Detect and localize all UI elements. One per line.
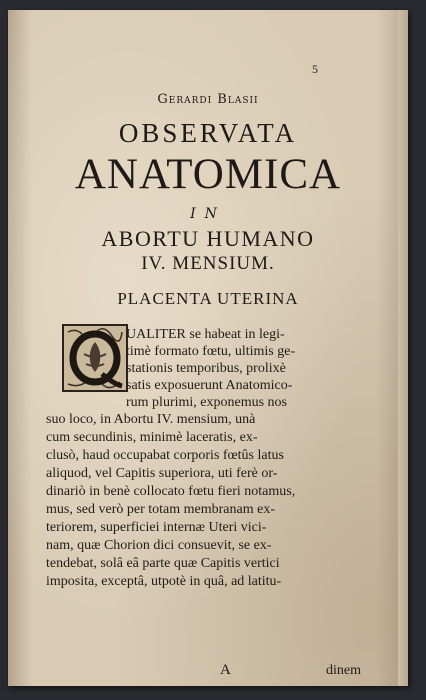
text-line: nam, quæ Chorion dici consuevit, se ex-: [46, 538, 272, 553]
text-line: tendebat, solâ eâ parte quæ Capitis vertici: [46, 556, 280, 571]
gathering-signature: A: [220, 662, 231, 678]
decorated-initial-q-icon: [62, 324, 128, 392]
text-line: cum secundinis, minimè laceratis, ex-: [46, 430, 258, 445]
text-line: stationis temporibus, prolixè: [126, 361, 286, 376]
text-line: suo loco, in Abortu IV. mensium, unà: [46, 412, 256, 427]
page-edge: [398, 10, 408, 686]
text-line: timè formato fœtu, ultimis ge-: [126, 344, 296, 359]
title-line-2: ANATOMICA: [74, 151, 342, 198]
text-line: dinariò in benè collocato fœtu fieri notamus,: [46, 484, 296, 499]
author-line: Gerardi Blasii: [157, 92, 259, 107]
text-line: mus, sed verò per totam membranam ex-: [46, 502, 275, 517]
title-line-1: OBSERVATA: [118, 118, 298, 148]
text-line: teriorem, superficiei internæ Uteri vici-: [46, 520, 267, 535]
text-line: clusò, haud occupabat corporis fœtûs latus: [46, 448, 284, 463]
title-line-4: ABORTU HUMANO: [101, 226, 315, 251]
text-line: satis exposuerunt Anatomico-: [126, 378, 293, 393]
title-line-3: IN: [190, 206, 226, 222]
book-page: [8, 10, 408, 686]
catchword: dinem: [326, 663, 361, 678]
signature-mark: 5: [312, 62, 318, 76]
text-line: aliquod, vel Capitis superiora, uti ferè or-: [46, 466, 278, 481]
section-heading: PLACENTA UTERINA: [117, 289, 299, 308]
title-line-5: IV. MENSIUM.: [141, 253, 275, 274]
text-line: UALITER se habeat in legi-: [126, 327, 285, 342]
text-line: rum plurimi, exponemus nos: [126, 395, 287, 410]
text-line: imposita, exceptâ, utpotè in quâ, ad latitu-: [46, 574, 282, 589]
